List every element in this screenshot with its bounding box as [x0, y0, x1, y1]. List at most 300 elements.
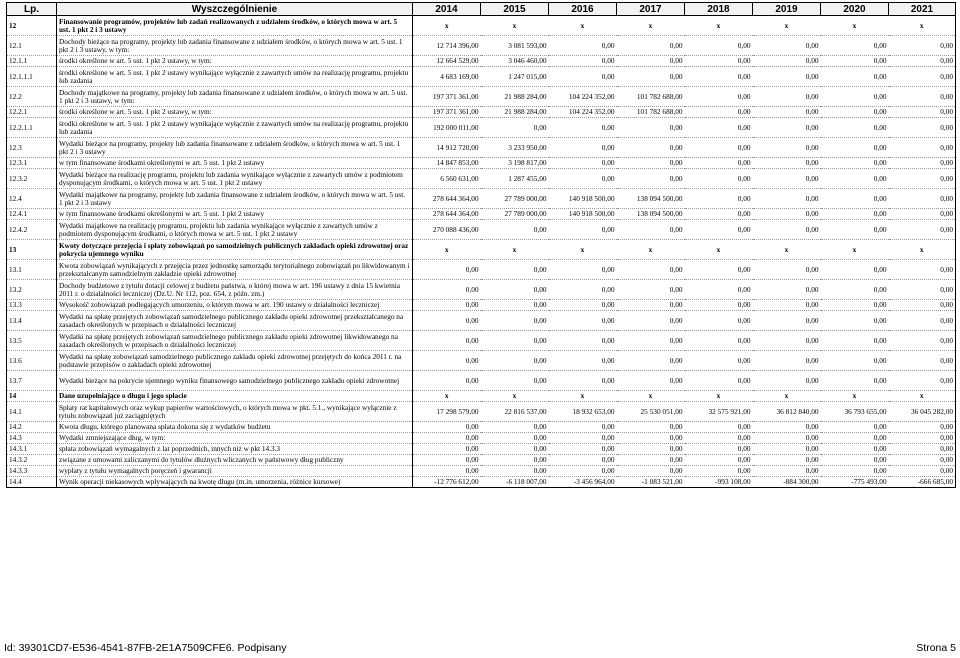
row-value-cell-2017: 0,00	[617, 169, 685, 189]
row-value-cell-2015: 0,00	[481, 220, 549, 240]
row-value-cell-2018: x	[685, 391, 753, 402]
row-value-cell-2014: 0,00	[413, 311, 481, 331]
row-value-cell-2014: 0,00	[413, 433, 481, 444]
row-value-cell-2018: 0,00	[685, 300, 753, 311]
row-value-cell-2018: 32 575 921,00	[685, 402, 753, 422]
row-description-cell: środki określone w art. 5 ust. 1 pkt 2 ustawy wynikające wyłącznie z zawartych umów na realizację programu, projektu lub zadania	[57, 67, 413, 87]
row-description-cell: środki określone w art. 5 ust. 1 pkt 2 ustawy wynikające wyłącznie z zawartych umów na realizację programu, projektu lub zadania	[57, 118, 413, 138]
table-row	[7, 311, 956, 331]
row-value-cell-2019: 0,00	[753, 300, 821, 311]
row-value-cell-2019: 0,00	[753, 158, 821, 169]
row-value-cell-2017: 0,00	[617, 138, 685, 158]
row-value-cell-2017: 0,00	[617, 444, 685, 455]
table-row	[7, 444, 956, 455]
row-value-cell-2019: 0,00	[753, 220, 821, 240]
budget-table-sheet	[6, 2, 955, 488]
row-value-cell-2020: 0,00	[821, 169, 889, 189]
table-row	[7, 118, 956, 138]
row-value-cell-2015: 0,00	[481, 300, 549, 311]
row-value-cell-2018: 0,00	[685, 331, 753, 351]
row-value-cell-2018: 0,00	[685, 67, 753, 87]
row-value-cell-2018: 0,00	[685, 466, 753, 477]
row-lp-cell: 14.3	[7, 433, 57, 444]
row-value-cell-2019: 0,00	[753, 433, 821, 444]
table-header-row	[7, 3, 956, 16]
table-row	[7, 455, 956, 466]
row-lp-cell: 13.4	[7, 311, 57, 331]
row-value-cell-2015: 27 789 000,00	[481, 189, 549, 209]
row-lp-cell: 12.3	[7, 138, 57, 158]
row-value-cell-2021: 0,00	[889, 300, 956, 311]
table-row	[7, 158, 956, 169]
row-value-cell-2018: 0,00	[685, 455, 753, 466]
row-lp-cell: 12.2	[7, 87, 57, 107]
row-value-cell-2021: 0,00	[889, 455, 956, 466]
row-value-cell-2015: 21 988 284,00	[481, 107, 549, 118]
row-description-cell: Dochody bieżące na programy, projekty lub zadania finansowane z udziałem środków, o których mowa w art. 5 ust. 1 pkt 2 i 3 ustawy, w tym:	[57, 36, 413, 56]
row-description-cell: Wydatki bieżące na programy, projekty lub zadania finansowane z udziałem środków, o których mowa w art. 5 ust. 1 pkt 2 i 3 ustawy	[57, 138, 413, 158]
row-value-cell-2018: 0,00	[685, 56, 753, 67]
row-value-cell-2017: 0,00	[617, 67, 685, 87]
row-value-cell-2021: 0,00	[889, 220, 956, 240]
table-row	[7, 477, 956, 488]
row-value-cell-2014: 278 644 364,00	[413, 209, 481, 220]
row-value-cell-2017: 0,00	[617, 300, 685, 311]
row-value-cell-2018: 0,00	[685, 107, 753, 118]
table-row	[7, 209, 956, 220]
row-value-cell-2016: 0,00	[549, 455, 617, 466]
row-value-cell-2014: 197 371 361,00	[413, 107, 481, 118]
row-value-cell-2020: x	[821, 240, 889, 260]
row-value-cell-2017: 0,00	[617, 280, 685, 300]
row-value-cell-2020: 0,00	[821, 455, 889, 466]
header-lp: Lp.	[7, 3, 57, 16]
row-value-cell-2021: 0,00	[889, 189, 956, 209]
row-description-cell: w tym finansowane środkami określonymi w art. 5 ust. 1 pkt 2 ustawy	[57, 209, 413, 220]
document-id-text: Id: 39301CD7-E536-4541-87FB-2E1A7509CFE6. Podpisany	[4, 642, 287, 654]
table-body	[7, 16, 956, 488]
row-value-cell-2014: 270 088 436,00	[413, 220, 481, 240]
row-value-cell-2017: 0,00	[617, 455, 685, 466]
row-value-cell-2018: 0,00	[685, 422, 753, 433]
row-value-cell-2019: 0,00	[753, 118, 821, 138]
table-row	[7, 391, 956, 402]
row-value-cell-2019: 0,00	[753, 351, 821, 371]
row-value-cell-2021: 0,00	[889, 433, 956, 444]
row-value-cell-2015: 3 081 593,00	[481, 36, 549, 56]
row-value-cell-2016: 18 932 653,00	[549, 402, 617, 422]
row-value-cell-2016: 104 224 352,00	[549, 87, 617, 107]
row-value-cell-2014: 192 000 011,00	[413, 118, 481, 138]
table-row	[7, 87, 956, 107]
row-value-cell-2016: 0,00	[549, 169, 617, 189]
row-description-cell: w tym finansowane środkami określonymi w art. 5 ust. 1 pkt 2 ustawy	[57, 158, 413, 169]
row-value-cell-2021: x	[889, 16, 956, 36]
row-value-cell-2019: 0,00	[753, 138, 821, 158]
row-value-cell-2020: 0,00	[821, 56, 889, 67]
row-value-cell-2019: 36 812 840,00	[753, 402, 821, 422]
row-description-cell: Wydatki majątkowe na realizację programu, projektu lub zadania wynikające wyłącznie z zawartych umów z podmiotem dysponującym środkami, o których mowa w art. 5 ust. 1 pkt 2 ustawy	[57, 220, 413, 240]
row-value-cell-2021: 0,00	[889, 118, 956, 138]
row-value-cell-2019: 0,00	[753, 455, 821, 466]
header-year-2015: 2015	[481, 3, 549, 16]
table-row	[7, 138, 956, 158]
row-value-cell-2015: 0,00	[481, 433, 549, 444]
row-value-cell-2017: 101 782 688,00	[617, 107, 685, 118]
row-description-cell: Wydatki bieżące na pokrycie ujemnego wyniku finansowego samodzielnego publicznego zakładu opieki zdrowotnej	[57, 371, 413, 391]
row-value-cell-2017: 0,00	[617, 371, 685, 391]
row-value-cell-2018: 0,00	[685, 36, 753, 56]
row-value-cell-2018: 0,00	[685, 138, 753, 158]
row-lp-cell: 13.7	[7, 371, 57, 391]
table-row	[7, 36, 956, 56]
row-value-cell-2015: 1 287 455,00	[481, 169, 549, 189]
row-value-cell-2014: 6 560 631,00	[413, 169, 481, 189]
row-value-cell-2021: 0,00	[889, 280, 956, 300]
row-value-cell-2021: 0,00	[889, 351, 956, 371]
row-value-cell-2019: 0,00	[753, 422, 821, 433]
row-value-cell-2020: 0,00	[821, 138, 889, 158]
row-value-cell-2020: 0,00	[821, 422, 889, 433]
row-value-cell-2021: 0,00	[889, 466, 956, 477]
row-value-cell-2014: 0,00	[413, 351, 481, 371]
row-value-cell-2014: 0,00	[413, 455, 481, 466]
row-value-cell-2014: x	[413, 391, 481, 402]
row-value-cell-2014: 0,00	[413, 466, 481, 477]
row-value-cell-2015: 0,00	[481, 371, 549, 391]
row-value-cell-2019: 0,00	[753, 36, 821, 56]
row-description-cell: Wydatki na spłatę zobowiązań samodzielnego publicznego zakładu opieki zdrowotnej przejętych do końca 2011 r. na podstawie przepisów o zakładach opieki zdrowotnej	[57, 351, 413, 371]
row-value-cell-2015: 0,00	[481, 351, 549, 371]
row-lp-cell: 14.2	[7, 422, 57, 433]
row-lp-cell: 12.4.1	[7, 209, 57, 220]
row-value-cell-2016: 0,00	[549, 36, 617, 56]
row-value-cell-2019: 0,00	[753, 280, 821, 300]
row-value-cell-2017: x	[617, 16, 685, 36]
row-value-cell-2015: 0,00	[481, 455, 549, 466]
row-value-cell-2016: 0,00	[549, 466, 617, 477]
row-value-cell-2015: 21 988 284,00	[481, 87, 549, 107]
row-value-cell-2019: x	[753, 391, 821, 402]
row-value-cell-2014: 12 664 529,00	[413, 56, 481, 67]
row-value-cell-2016: 0,00	[549, 311, 617, 331]
row-value-cell-2016: 0,00	[549, 260, 617, 280]
row-lp-cell: 14.3.1	[7, 444, 57, 455]
row-value-cell-2015: 3 046 460,00	[481, 56, 549, 67]
row-value-cell-2014: 0,00	[413, 260, 481, 280]
row-lp-cell: 14.3.3	[7, 466, 57, 477]
row-value-cell-2016: 140 918 500,00	[549, 189, 617, 209]
header-year-2016: 2016	[549, 3, 617, 16]
row-value-cell-2014: 12 714 396,00	[413, 36, 481, 56]
table-row	[7, 260, 956, 280]
row-value-cell-2018: 0,00	[685, 371, 753, 391]
row-value-cell-2021: 0,00	[889, 422, 956, 433]
row-value-cell-2019: 0,00	[753, 67, 821, 87]
row-value-cell-2017: 0,00	[617, 351, 685, 371]
row-lp-cell: 14.1	[7, 402, 57, 422]
row-value-cell-2021: x	[889, 391, 956, 402]
row-value-cell-2020: 0,00	[821, 260, 889, 280]
row-description-cell: Wydatki na spłatę przejętych zobowiązań samodzielnego publicznego zakładu opieki zdrowotnej przekształcanego na zasadach określonych w przepisach o działalności leczniczej	[57, 311, 413, 331]
row-value-cell-2016: x	[549, 240, 617, 260]
row-value-cell-2015: 3 198 817,00	[481, 158, 549, 169]
row-value-cell-2017: 25 530 051,00	[617, 402, 685, 422]
row-value-cell-2017: 0,00	[617, 331, 685, 351]
row-value-cell-2020: 0,00	[821, 87, 889, 107]
row-value-cell-2018: x	[685, 16, 753, 36]
row-lp-cell: 13.2	[7, 280, 57, 300]
row-value-cell-2018: 0,00	[685, 87, 753, 107]
table-row	[7, 371, 956, 391]
row-value-cell-2016: x	[549, 391, 617, 402]
table-row	[7, 402, 956, 422]
row-value-cell-2017: 138 094 500,00	[617, 209, 685, 220]
row-value-cell-2021: 0,00	[889, 138, 956, 158]
row-value-cell-2017: 0,00	[617, 422, 685, 433]
row-value-cell-2019: -884 300,00	[753, 477, 821, 488]
row-value-cell-2016: 0,00	[549, 444, 617, 455]
row-value-cell-2021: 0,00	[889, 158, 956, 169]
row-value-cell-2015: 0,00	[481, 118, 549, 138]
row-value-cell-2017: 0,00	[617, 260, 685, 280]
row-description-cell: związane z umowami zaliczanymi do tytułów dłużnych wliczanych w państwowy dług publiczny	[57, 455, 413, 466]
header-year-2017: 2017	[617, 3, 685, 16]
row-value-cell-2019: 0,00	[753, 260, 821, 280]
row-value-cell-2014: x	[413, 240, 481, 260]
table-row	[7, 107, 956, 118]
row-value-cell-2019: 0,00	[753, 189, 821, 209]
row-description-cell: Spłaty rat kapitałowych oraz wykup papierów wartościowych, o których mowa w pkt. 5.1., wynikające wyłącznie z tytułu zobowiązań już zaciągniętych	[57, 402, 413, 422]
row-value-cell-2014: 14 912 720,00	[413, 138, 481, 158]
row-value-cell-2016: 0,00	[549, 300, 617, 311]
row-value-cell-2017: 0,00	[617, 118, 685, 138]
row-value-cell-2020: 0,00	[821, 280, 889, 300]
row-value-cell-2017: 0,00	[617, 433, 685, 444]
row-value-cell-2018: 0,00	[685, 220, 753, 240]
row-value-cell-2014: 4 683 169,00	[413, 67, 481, 87]
row-value-cell-2016: 104 224 352,00	[549, 107, 617, 118]
header-description: Wyszczególnienie	[57, 3, 413, 16]
row-value-cell-2020: 0,00	[821, 444, 889, 455]
row-value-cell-2021: 0,00	[889, 444, 956, 455]
row-value-cell-2021: 36 045 282,00	[889, 402, 956, 422]
row-value-cell-2020: x	[821, 391, 889, 402]
row-value-cell-2016: 0,00	[549, 56, 617, 67]
row-description-cell: Kwota zobowiązań wynikających z przejęcia przez jednostkę samorządu terytorialnego zobowiązań po likwidowanym i przekształcanym samodzielnym zakładzie opieki zdrowotnej	[57, 260, 413, 280]
row-description-cell: spłata zobowiązań wymagalnych z lat poprzednich, innych niż w pkt 14.3.3	[57, 444, 413, 455]
row-value-cell-2015: x	[481, 391, 549, 402]
row-lp-cell: 12.4.2	[7, 220, 57, 240]
row-value-cell-2018: 0,00	[685, 260, 753, 280]
row-value-cell-2016: 0,00	[549, 280, 617, 300]
header-year-2021: 2021	[889, 3, 956, 16]
row-value-cell-2015: 27 789 000,00	[481, 209, 549, 220]
row-value-cell-2020: 0,00	[821, 300, 889, 311]
row-value-cell-2020: 0,00	[821, 433, 889, 444]
row-value-cell-2020: 0,00	[821, 158, 889, 169]
page-footer	[0, 642, 960, 656]
row-value-cell-2014: 0,00	[413, 444, 481, 455]
row-value-cell-2021: 0,00	[889, 209, 956, 220]
table-row	[7, 300, 956, 311]
row-value-cell-2017: 0,00	[617, 56, 685, 67]
row-value-cell-2016: 0,00	[549, 351, 617, 371]
row-value-cell-2021: 0,00	[889, 371, 956, 391]
row-description-cell: Wysokość zobowiązań podlegających umorzeniu, o którym mowa w art. 190 ustawy o działalności leczniczej	[57, 300, 413, 311]
row-description-cell: Dochody budżetowe z tytułu dotacji celowej z budżetu państwa, o której mowa w art. 196 ustawy z dnia 15 kwietnia 2011 r. o działalności leczniczej (Dz.U. Nr 112, poz. 654, z późn. zm.)	[57, 280, 413, 300]
row-value-cell-2018: 0,00	[685, 351, 753, 371]
row-value-cell-2014: -12 776 612,00	[413, 477, 481, 488]
row-value-cell-2015: 0,00	[481, 311, 549, 331]
row-value-cell-2021: 0,00	[889, 36, 956, 56]
row-lp-cell: 12.3.2	[7, 169, 57, 189]
row-value-cell-2016: 0,00	[549, 220, 617, 240]
row-lp-cell: 12.2.1	[7, 107, 57, 118]
row-description-cell: Wydatki zmniejszające dług, w tym:	[57, 433, 413, 444]
row-value-cell-2020: 0,00	[821, 67, 889, 87]
row-value-cell-2019: 0,00	[753, 444, 821, 455]
row-value-cell-2018: -993 108,00	[685, 477, 753, 488]
row-value-cell-2016: -3 456 964,00	[549, 477, 617, 488]
row-lp-cell: 12.1.1	[7, 56, 57, 67]
row-value-cell-2021: 0,00	[889, 331, 956, 351]
row-value-cell-2020: 0,00	[821, 331, 889, 351]
row-lp-cell: 13.3	[7, 300, 57, 311]
header-year-2020: 2020	[821, 3, 889, 16]
budget-table	[6, 2, 956, 488]
row-value-cell-2016: 0,00	[549, 433, 617, 444]
row-value-cell-2021: 0,00	[889, 67, 956, 87]
row-value-cell-2014: 0,00	[413, 422, 481, 433]
row-value-cell-2016: 0,00	[549, 422, 617, 433]
row-value-cell-2020: 0,00	[821, 107, 889, 118]
row-value-cell-2020: 0,00	[821, 189, 889, 209]
row-value-cell-2021: 0,00	[889, 260, 956, 280]
row-value-cell-2021: 0,00	[889, 87, 956, 107]
row-value-cell-2015: 1 247 015,00	[481, 67, 549, 87]
row-value-cell-2019: 0,00	[753, 87, 821, 107]
table-row	[7, 16, 956, 36]
row-lp-cell: 13.1	[7, 260, 57, 280]
row-value-cell-2020: 0,00	[821, 209, 889, 220]
page-number-text: Strona 5	[916, 642, 956, 654]
row-value-cell-2020: 0,00	[821, 220, 889, 240]
row-value-cell-2016: 0,00	[549, 158, 617, 169]
row-value-cell-2021: 0,00	[889, 107, 956, 118]
row-value-cell-2015: 0,00	[481, 260, 549, 280]
table-row	[7, 422, 956, 433]
row-value-cell-2017: 0,00	[617, 220, 685, 240]
row-value-cell-2020: 36 793 655,00	[821, 402, 889, 422]
row-value-cell-2019: x	[753, 240, 821, 260]
row-value-cell-2016: 0,00	[549, 371, 617, 391]
row-value-cell-2015: 0,00	[481, 444, 549, 455]
row-description-cell: środki określone w art. 5 ust. 1 pkt 2 ustawy, w tym:	[57, 107, 413, 118]
row-value-cell-2014: 14 847 853,00	[413, 158, 481, 169]
row-value-cell-2017: -1 083 521,00	[617, 477, 685, 488]
row-value-cell-2018: 0,00	[685, 169, 753, 189]
row-value-cell-2015: x	[481, 16, 549, 36]
row-value-cell-2019: 0,00	[753, 371, 821, 391]
row-value-cell-2018: 0,00	[685, 311, 753, 331]
row-value-cell-2014: 0,00	[413, 331, 481, 351]
row-value-cell-2014: 278 644 364,00	[413, 189, 481, 209]
row-value-cell-2016: 0,00	[549, 331, 617, 351]
row-lp-cell: 14.3.2	[7, 455, 57, 466]
table-row	[7, 280, 956, 300]
row-description-cell: środki określone w art. 5 ust. 1 pkt 2 ustawy, w tym:	[57, 56, 413, 67]
row-value-cell-2017: 101 782 688,00	[617, 87, 685, 107]
row-value-cell-2018: 0,00	[685, 189, 753, 209]
row-value-cell-2020: x	[821, 16, 889, 36]
row-lp-cell: 14	[7, 391, 57, 402]
table-row	[7, 351, 956, 371]
row-value-cell-2016: 0,00	[549, 118, 617, 138]
table-row	[7, 189, 956, 209]
row-value-cell-2018: 0,00	[685, 444, 753, 455]
row-lp-cell: 12.1.1.1	[7, 67, 57, 87]
row-value-cell-2016: 0,00	[549, 67, 617, 87]
row-value-cell-2017: 138 094 500,00	[617, 189, 685, 209]
row-value-cell-2018: 0,00	[685, 118, 753, 138]
row-value-cell-2014: 0,00	[413, 371, 481, 391]
row-lp-cell: 12	[7, 16, 57, 36]
row-value-cell-2017: 0,00	[617, 36, 685, 56]
row-value-cell-2017: 0,00	[617, 466, 685, 477]
row-description-cell: Finansowanie programów, projektów lub zadań realizowanych z udziałem środków, o których mowa w art. 5 ust. 1 pkt 2 i 3 ustawy	[57, 16, 413, 36]
row-description-cell: Kwota długu, którego planowana spłata dokona się z wydatków budżetu	[57, 422, 413, 433]
row-description-cell: Wydatki na spłatę przejętych zobowiązań samodzielnego publicznego zakładu opieki zdrowotnej likwidowanego na zasadach określonych w przepisach o działalności leczniczej	[57, 331, 413, 351]
row-value-cell-2019: 0,00	[753, 169, 821, 189]
row-value-cell-2020: 0,00	[821, 466, 889, 477]
row-value-cell-2018: 0,00	[685, 280, 753, 300]
row-value-cell-2019: 0,00	[753, 107, 821, 118]
row-value-cell-2018: x	[685, 240, 753, 260]
row-value-cell-2020: 0,00	[821, 351, 889, 371]
table-row	[7, 240, 956, 260]
row-value-cell-2017: 0,00	[617, 158, 685, 169]
row-value-cell-2014: 17 298 579,00	[413, 402, 481, 422]
row-value-cell-2015: 0,00	[481, 280, 549, 300]
row-value-cell-2016: 0,00	[549, 138, 617, 158]
row-value-cell-2015: 0,00	[481, 422, 549, 433]
row-value-cell-2021: -666 685,00	[889, 477, 956, 488]
row-lp-cell: 12.4	[7, 189, 57, 209]
row-value-cell-2014: x	[413, 16, 481, 36]
row-lp-cell: 14.4	[7, 477, 57, 488]
row-value-cell-2020: 0,00	[821, 36, 889, 56]
row-lp-cell: 12.2.1.1	[7, 118, 57, 138]
table-row	[7, 331, 956, 351]
row-value-cell-2020: 0,00	[821, 118, 889, 138]
row-value-cell-2015: 22 816 537,00	[481, 402, 549, 422]
row-lp-cell: 12.3.1	[7, 158, 57, 169]
row-lp-cell: 12.1	[7, 36, 57, 56]
table-row	[7, 466, 956, 477]
table-row	[7, 67, 956, 87]
row-description-cell: Dochody majątkowe na programy, projekty lub zadania finansowane z udziałem środków, o których mowa w art. 5 ust. 1 pkt 2 i 3 ustawy, w tym:	[57, 87, 413, 107]
row-description-cell: Wydatki bieżące na realizację programu, projektu lub zadania wynikające wyłącznie z zawartych umów z podmiotem dysponującym środkami, o których mowa w art. 5 ust. 1 pkt 2 ustawy	[57, 169, 413, 189]
row-value-cell-2019: 0,00	[753, 331, 821, 351]
row-value-cell-2021: x	[889, 240, 956, 260]
header-year-2014: 2014	[413, 3, 481, 16]
row-value-cell-2015: -6 118 007,00	[481, 477, 549, 488]
row-value-cell-2017: x	[617, 240, 685, 260]
row-value-cell-2020: 0,00	[821, 371, 889, 391]
row-value-cell-2019: 0,00	[753, 466, 821, 477]
row-value-cell-2019: 0,00	[753, 56, 821, 67]
